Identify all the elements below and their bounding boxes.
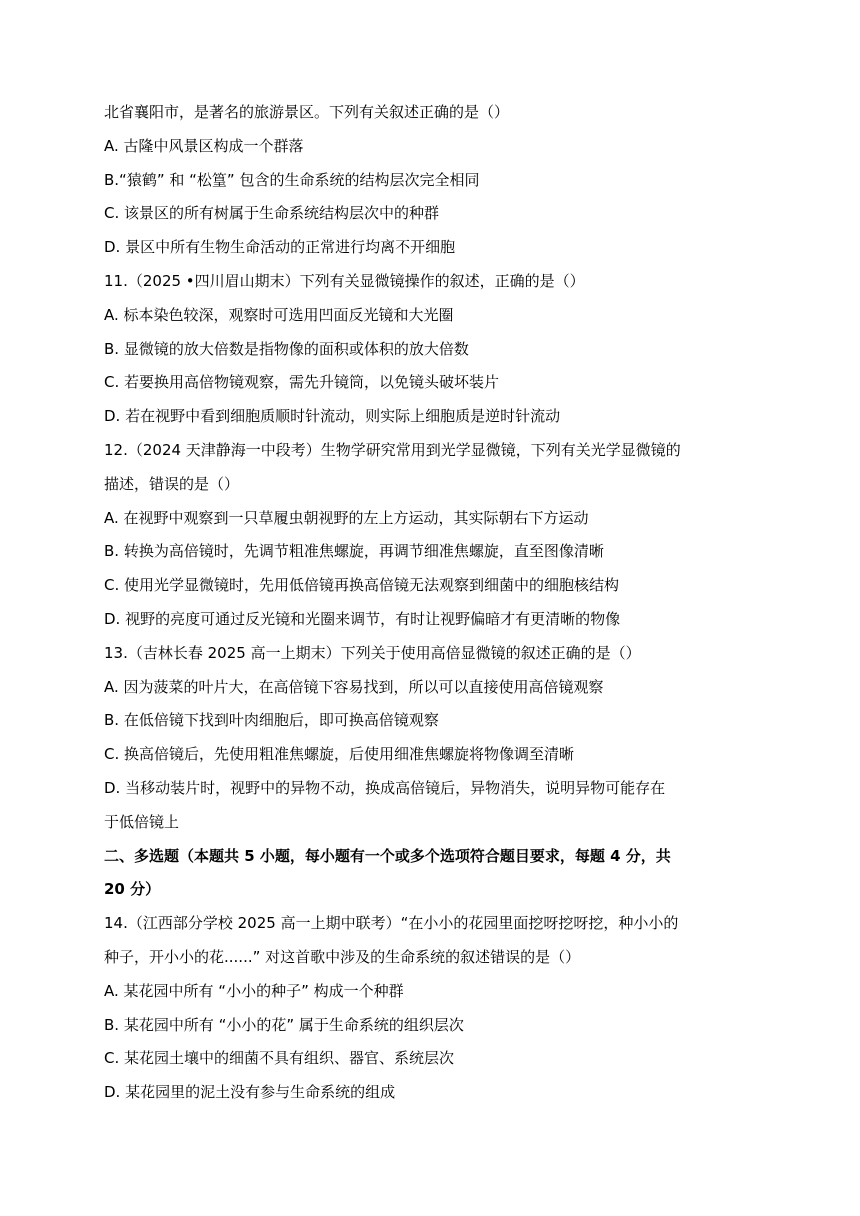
question-13-option-c: C. 换高倍镜后，先使用粗准焦螺旋，后使用细准焦螺旋将物像调至清晰 [104,745,575,764]
question-14-option-c: C. 某花园土壤中的细菌不具有组织、器官、系统层次 [104,1049,455,1068]
question-12-option-a: A. 在视野中观察到一只草履虫朝视野的左上方运动，其实际朝右下方运动 [104,508,589,527]
question-10-option-d: D. 景区中所有生物生命活动的正常进行均离不开细胞 [104,238,456,257]
question-14-stem-line-2: 种子，开小小的花......” 对这首歌中涉及的生命系统的叙述错误的是（） [104,947,581,966]
question-13-stem: 13.（吉林长春 2025 高一上期末）下列关于使用高倍显微镜的叙述正确的是（） [104,643,641,662]
question-11-option-d: D. 若在视野中看到细胞质顺时针流动，则实际上细胞质是逆时针流动 [104,407,561,426]
question-14-option-d: D. 某花园里的泥土没有参与生命系统的组成 [104,1083,396,1102]
question-11-option-a: A. 标本染色较深，观察时可选用凹面反光镜和大光圈 [104,305,454,324]
section-heading-line-1: 二、多选题（本题共 5 小题，每小题有一个或多个选项符合题目要求，每题 4 分，共 [104,846,671,865]
question-14-option-a: A. 某花园中所有 “小小的种子” 构成一个种群 [104,981,404,1000]
question-12-option-d: D. 视野的亮度可通过反光镜和光圈来调节，有时让视野偏暗才有更清晰的物像 [104,609,621,628]
question-12-stem-line-2: 描述，错误的是（） [104,474,240,493]
question-10-option-c: C. 该景区的所有树属于生命系统结构层次中的种群 [104,204,440,223]
question-11-option-c: C. 若要换用高倍物镜观察，需先升镜筒，以免镜头破坏装片 [104,373,500,392]
question-10-option-b: B.“猿鹤” 和 “松篁” 包含的生命系统的结构层次完全相同 [104,170,480,189]
question-13-option-d-line-2: 于低倍镜上 [104,812,180,831]
question-14-option-b: B. 某花园中所有 “小小的花” 属于生命系统的组织层次 [104,1015,464,1034]
question-13-option-d-line-1: D. 当移动装片时，视野中的异物不动，换成高倍镜后，异物消失，说明异物可能存在 [104,778,666,797]
question-12-option-b: B. 转换为高倍镜时，先调节粗准焦螺旋，再调节细准焦螺旋，直至图像清晰 [104,542,604,561]
question-10-option-a: A. 古隆中风景区构成一个群落 [104,136,304,155]
question-13-option-b: B. 在低倍镜下找到叶肉细胞后，即可换高倍镜观察 [104,711,439,730]
question-11-option-b: B. 显微镜的放大倍数是指物像的面积或体积的放大倍数 [104,339,469,358]
question-10-stem-continued: 北省襄阳市，是著名的旅游景区。下列有关叙述正确的是（） [104,103,510,121]
question-14-stem-line-1: 14.（江西部分学校 2025 高一上期中联考）“在小小的花园里面挖呀挖呀挖，种小小的 [104,914,679,933]
document-page [104,96,764,1110]
section-heading-line-2: 20 分） [104,880,161,899]
question-11-stem: 11.（2025 •四川眉山期末）下列有关显微镜操作的叙述，正确的是（） [104,271,585,290]
question-12-option-c: C. 使用光学显微镜时，先用低倍镜再换高倍镜无法观察到细菌中的细胞核结构 [104,576,620,595]
question-13-option-a: A. 因为菠菜的叶片大，在高倍镜下容易找到，所以可以直接使用高倍镜观察 [104,677,604,696]
question-12-stem-line-1: 12.（2024 天津静海一中段考）生物学研究常用到光学显微镜，下列有关光学显微镜的 [104,440,681,459]
